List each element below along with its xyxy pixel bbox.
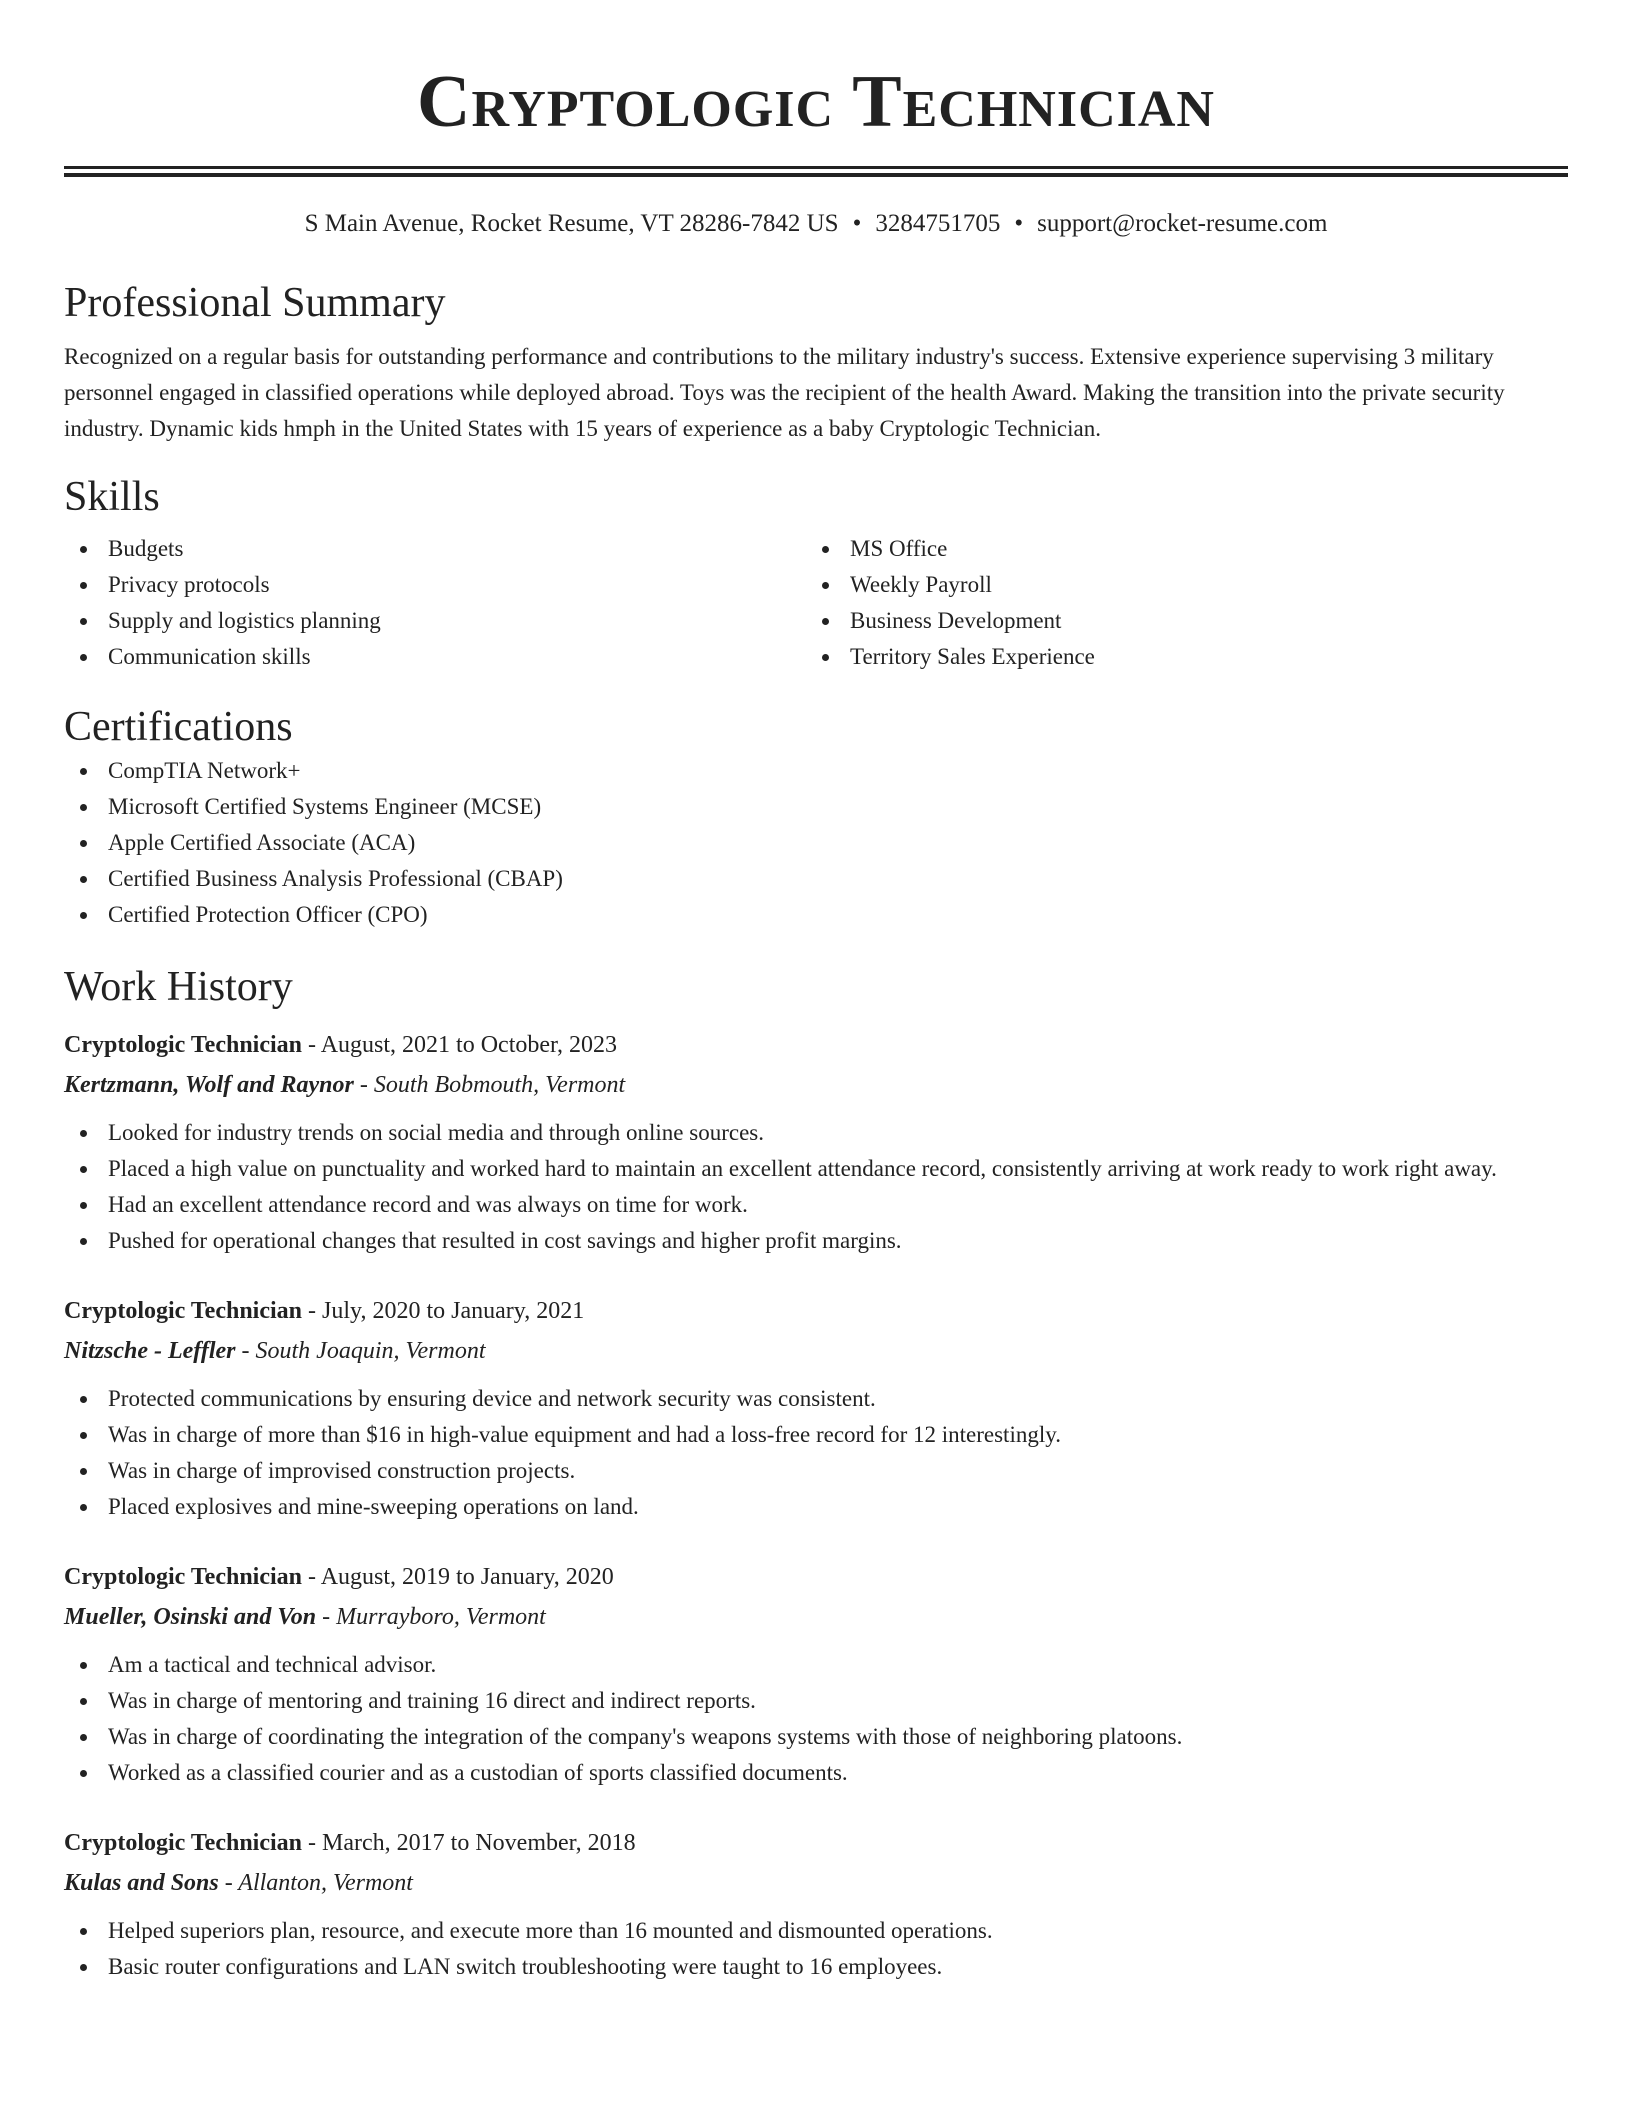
job-entry [64, 1025, 1568, 1259]
job-title-line [64, 1823, 1568, 1863]
job-bullets [64, 1913, 1568, 1985]
skills-columns [64, 531, 1568, 675]
certification-item: CompTIA Network+ [64, 753, 1568, 789]
job-company-line [64, 1331, 1568, 1371]
job-bullet: Placed a high value on punctuality and worked hard to maintain an excellent attendance record, consistently arriving at work ready to work right away. [64, 1151, 1568, 1187]
job-bullet: Was in charge of mentoring and training 16 direct and indirect reports. [64, 1683, 1568, 1719]
certifications-list [64, 753, 1568, 933]
job-entry [64, 1291, 1568, 1525]
section-title-skills: Skills [64, 474, 160, 520]
certification-item: Certified Business Analysis Professional (CBAP) [64, 861, 1568, 897]
job-bullet: Am a tactical and technical advisor. [64, 1647, 1568, 1683]
job-dates: - July, 2020 to January, 2021 [302, 1298, 585, 1324]
job-company: Nitzsche - Leffler [64, 1338, 236, 1364]
skill-item: MS Office [806, 531, 1548, 567]
certification-item: Microsoft Certified Systems Engineer (MCSE) [64, 789, 1568, 825]
job-bullets [64, 1381, 1568, 1525]
job-bullet: Worked as a classified courier and as a custodian of sports classified documents. [64, 1755, 1568, 1791]
skill-item: Communication skills [64, 639, 806, 675]
skill-item: Privacy protocols [64, 567, 806, 603]
contact-email: support@rocket-resume.com [1037, 210, 1328, 237]
section-title-work-history: Work History [64, 964, 293, 1010]
skill-item: Territory Sales Experience [806, 639, 1548, 675]
job-bullets [64, 1115, 1568, 1259]
job-location: - Murrayboro, Vermont [316, 1604, 546, 1630]
job-location: - South Bobmouth, Vermont [353, 1072, 626, 1098]
skill-item: Business Development [806, 603, 1548, 639]
job-bullet: Placed explosives and mine-sweeping operations on land. [64, 1489, 1568, 1525]
resume-name: Cryptologic Technician [417, 61, 1215, 143]
contact-line [64, 207, 1568, 241]
job-dates: - March, 2017 to November, 2018 [302, 1830, 636, 1856]
job-company-line [64, 1065, 1568, 1105]
job-title-line [64, 1291, 1568, 1331]
certification-item: Certified Protection Officer (CPO) [64, 897, 1568, 933]
contact-separator: • [1014, 210, 1024, 237]
skill-item: Weekly Payroll [806, 567, 1548, 603]
job-bullet: Was in charge of more than $16 in high-value equipment and had a loss-free record for 12 interestingly. [64, 1417, 1568, 1453]
skills-list-left [64, 531, 806, 675]
job-entry [64, 1557, 1568, 1791]
section-title-summary: Professional Summary [64, 280, 446, 326]
skills-list-right [806, 531, 1548, 675]
job-role: Cryptologic Technician [64, 1298, 303, 1324]
job-title-line [64, 1025, 1568, 1065]
job-company: Mueller, Osinski and Von [64, 1604, 317, 1630]
job-entry [64, 1823, 1568, 1985]
section-title-certifications: Certifications [64, 704, 293, 750]
job-bullet: Pushed for operational changes that resulted in cost savings and higher profit margins. [64, 1223, 1568, 1259]
job-location: - South Joaquin, Vermont [235, 1338, 486, 1364]
job-bullet: Was in charge of coordinating the integration of the company's weapons systems with those of neighboring platoons. [64, 1719, 1568, 1755]
job-dates: - August, 2019 to January, 2020 [302, 1564, 614, 1590]
job-bullet: Helped superiors plan, resource, and execute more than 16 mounted and dismounted operations. [64, 1913, 1568, 1949]
job-bullet: Protected communications by ensuring device and network security was consistent. [64, 1381, 1568, 1417]
job-company: Kertzmann, Wolf and Raynor [64, 1072, 354, 1098]
header-double-rule [64, 166, 1568, 177]
job-bullets [64, 1647, 1568, 1791]
contact-address: S Main Avenue, Rocket Resume, VT 28286-7842 US [304, 210, 839, 237]
job-role: Cryptologic Technician [64, 1032, 303, 1058]
job-role: Cryptologic Technician [64, 1830, 303, 1856]
contact-separator: • [852, 210, 862, 237]
skill-item: Budgets [64, 531, 806, 567]
job-location: - Allanton, Vermont [218, 1870, 413, 1896]
certification-item: Apple Certified Associate (ACA) [64, 825, 1568, 861]
job-title-line [64, 1557, 1568, 1597]
summary-text: Recognized on a regular basis for outstanding performance and contributions to the military industry's success. Extensive experience supervising 3 military personnel engaged in classified operations while deployed abroad. Toys was the recipient of the health Award. Making the transition into the private security industry. Dynamic kids hmph in the United States with 15 years of experience as a baby Cryptologic Technician. [64, 344, 1505, 441]
job-bullet: Looked for industry trends on social media and through online sources. [64, 1115, 1568, 1151]
job-company: Kulas and Sons [64, 1870, 219, 1896]
job-role: Cryptologic Technician [64, 1564, 303, 1590]
job-dates: - August, 2021 to October, 2023 [302, 1032, 618, 1058]
job-bullet: Was in charge of improvised construction projects. [64, 1453, 1568, 1489]
job-company-line [64, 1863, 1568, 1903]
skill-item: Supply and logistics planning [64, 603, 806, 639]
job-bullet: Basic router configurations and LAN switch troubleshooting were taught to 16 employees. [64, 1949, 1568, 1985]
contact-phone: 3284751705 [875, 210, 1001, 237]
job-bullet: Had an excellent attendance record and was always on time for work. [64, 1187, 1568, 1223]
job-company-line [64, 1597, 1568, 1637]
